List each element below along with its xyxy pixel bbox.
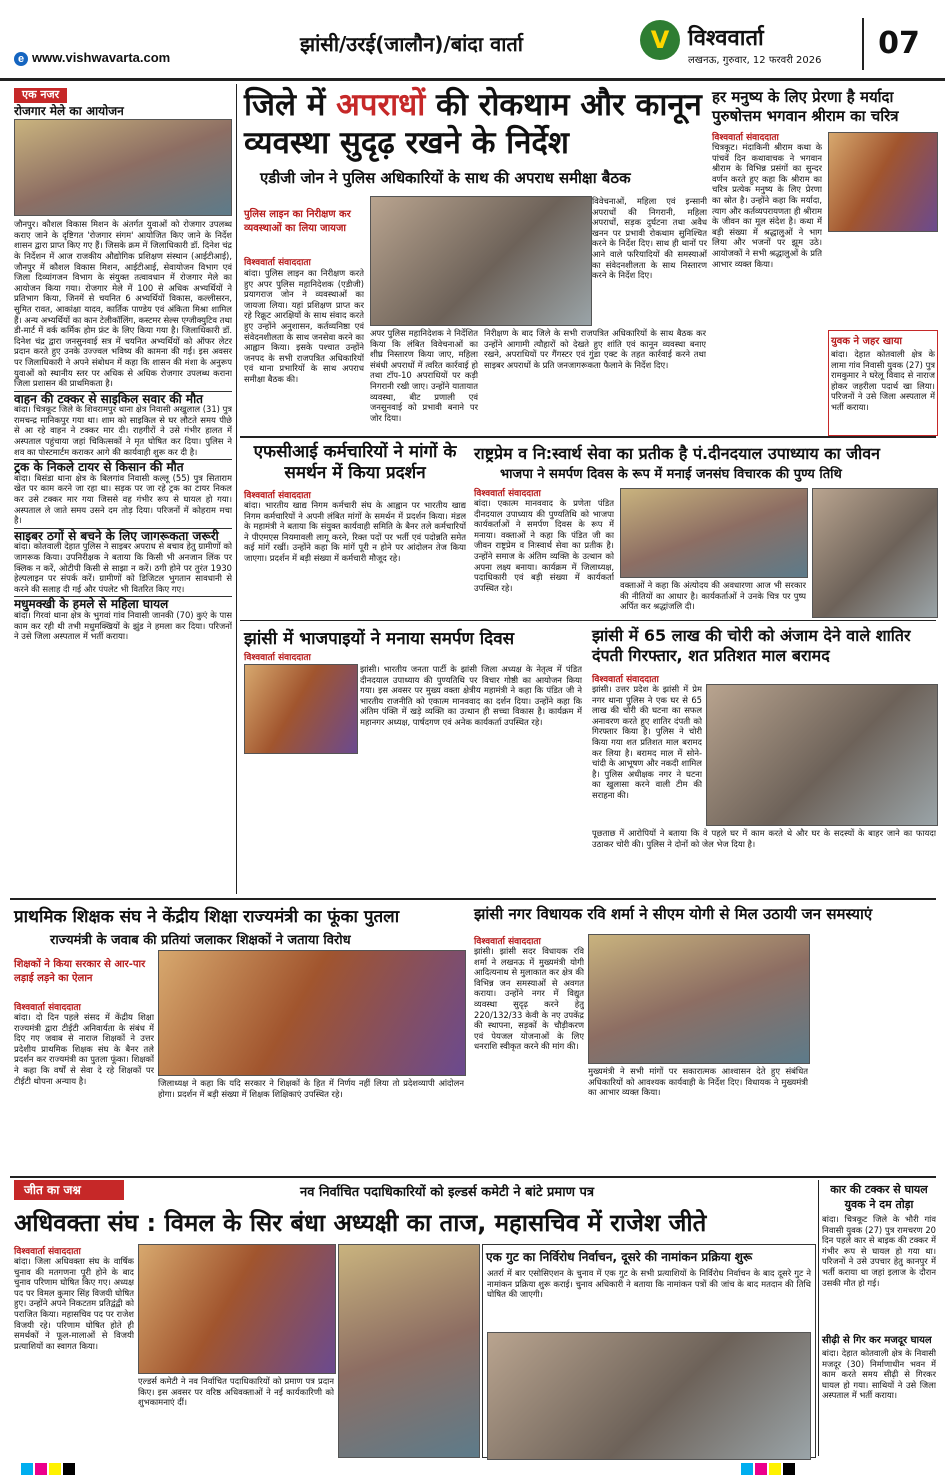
kathavachak-photo [828,132,938,232]
jhansi-bjp-byline: विश्ववार्ता संवाददाता [244,653,311,663]
fci-body: बांदा। भारतीय खाद्य निगम कर्मचारी संघ के आह्वान पर भारतीय खाद्य निगम कर्मचारियों ने अपनी लंबित मांगों के समर्थन में प्रदर्शन किया। मंडल के महामंत्री ने बताया कि संयुक्त कार्यवाही समिति के बैनर तले कर्मचारियों ने पीएमएस नियमावली लागू करने, रिक्त पदों पर भर्ती एवं पदोन्नति समेत कई मांगें रखीं। उन्होंने कहा कि मांगें पूरी न होने पर आंदोलन तेज किया जाएगा। प्रदर्शन में बड़ी संख्या में कर्मचारी मौजूद रहे। [244,500,466,563]
mla-headline: झांसी नगर विधायक रवि शर्मा ने सीएम योगी से मिल उठायी जन समस्याएं [474,905,873,923]
shriram-body: चित्रकूट। मंदाकिनी श्रीराम कथा के पांचवें दिन कथावाचक ने भगवान श्रीराम के विभिन्न प्रसंगों का सुन्दर वर्णन करते हुए कहा कि श्रीराम का चरित्र प्रत्येक मनुष्य के लिए प्रेरणा का स्रोत है। उन्होंने कहा कि मर्यादा, त्याग और कर्तव्यपरायणता ही श्रीराम के जीवन का मूल संदेश है। कथा में बड़ी संख्या में श्रद्धालुओं ने भाग लिया और भजनों पर झूम उठे। आयोजकों ने सभी श्रद्धालुओं के प्रति आभार व्यक्त किया। [712,142,822,269]
divider [10,898,936,900]
deen-photo [620,488,808,578]
mla-byline: विश्ववार्ता संवाददाता [474,937,541,947]
s3-body: बांदा। बिसंडा थाना क्षेत्र के बिलगांव निवासी कल्लू (55) पुत्र सिताराम खेत पर काम करने जा रहा था। सड़क पर जा रहे ट्रक का टायर निकल कर उसे टक्कर मार गया जिससे वह गंभीर रूप से घायल हो गया। अस्पताल ले जाते समय उसने दम तोड़ दिया। परिजनों में कोहराम मचा है। [14,472,232,526]
theft-body: झांसी। उत्तर प्रदेश के झांसी में प्रेम नगर थाना पुलिस ने एक घर से 65 लाख की चोरी की घटना का सफल अनावरण करते हुए शातिर दंपती को गिरफ्तार किया है। पुलिस ने चोरी किया गया शत प्रतिशत माल बरामद कर लिया है। बरामद माल में सोने-चांदी के आभूषण और नकदी शामिल है। पुलिस अधीक्षक नगर ने घटना का खुलासा करने वाली टीम की सराहना की। [592,684,702,800]
lead-col-a: बांदा। पुलिस लाइन का निरीक्षण करते हुए अपर पुलिस महानिदेशक (एडीजी) प्रयागराज जोन ने व्यवस्थाओं का जायजा लिया। यहां प्रशिक्षण प्राप्त कर रहे रिक्रूट आरक्षियों के साथ संवाद करते हुए उन्होंने अनुशासन, कर्तव्यनिष्ठा एवं संवेदनशीलता के साथ जनसेवा करने का आह्वान किया। इसके पश्चात उन्होंने जनपद के सभी राजपत्रित अधिकारियों एवं थाना प्रभारियों के साथ अपराध समीक्षा बैठक की। [244,268,364,384]
teacher-body: बांदा। दो दिन पहले संसद में केंद्रीय शिक्षा राज्यमंत्री द्वारा टीईटी अनिवार्यता के संबंध में दिए गए जवाब से नाराज शिक्षकों ने उत्तर प्रदेशीय प्राथमिक शिक्षक संघ के बैनर तले प्रदर्शन कर राज्यमंत्री का पुतला फूंका। शिक्षकों ने कहा कि वर्षों से सेवा दे रहे शिक्षकों पर टीईटी थोपना अन्याय है। [14,1012,154,1086]
advocate-body: बांदा। जिला अधिवक्ता संघ के वार्षिक चुनाव की मतगणना पूरी होने के बाद चुनाव परिणाम घोषित किए गए। अध्यक्ष पद पर विमल कुमार सिंह विजयी घोषित हुए। उन्होंने अपने निकटतम प्रतिद्वंद्वी को पराजित किया। महासचिव पद पर राजेश विजयी रहे। परिणाम घोषित होते ही समर्थकों ने फूल-मालाओं से विजयी प्रत्याशियों का स्वागत किया। [14,1256,134,1351]
advocate-photo-2 [338,1244,480,1458]
section-title: झांसी/उरई(जालौन)/बांदा वार्ता [300,32,523,56]
s3-head: ट्रक के निकले टायर से किसान की मौत [14,459,232,473]
theft-headline: झांसी में 65 लाख की चोरी को अंजाम देने वाले शातिर दंपती गिरफ्तार, शत प्रतिशत माल बरामद [592,626,911,665]
nirvirodh-box [482,1244,816,1458]
deen-body-2: वक्ताओं ने कहा कि अंत्योदय की अवधारणा आज भी सरकार की नीतियों का आधार है। कार्यकर्ताओं ने उनके चित्र पर पुष्प अर्पित कर श्रद्धांजलि दी। [620,580,806,612]
poison-head: युवक ने जहर खाया [831,336,903,347]
advocate-byline: विश्ववार्ता संवाददाता [14,1247,81,1257]
teacher-headline: प्राथमिक शिक्षक संघ ने केंद्रीय शिक्षा राज्यमंत्री का फूंका पुतला [14,907,400,927]
s1-head: रोजगार मेले का आयोजन [14,103,124,118]
dateline: लखनऊ, गुरुवार, 12 फरवरी 2026 [688,55,822,66]
divider [240,436,936,438]
s5-body: बांदा। गिरवां थाना क्षेत्र के भुगवां गांव निवासी जानकी (70) कुएं के पास काम कर रही थी तभी मधुमक्खियों के झुंड ने हमला कर दिया। परिजनों ने उसे जिला अस्पताल में भर्ती कराया। [14,609,232,642]
teacher-body-2: जिलाध्यक्ष ने कहा कि यदि सरकार ने शिक्षकों के हित में निर्णय नहीं लिया तो प्रदेशव्यापी आंदोलन होगा। प्रदर्शन में बड़ी संख्या में शिक्षक शिक्षिकाएं उपस्थित रहे। [158,1078,464,1099]
jhansi-bjp-headline: झांसी में भाजपाइयों ने मनाया समर्पण दिवस [244,629,515,649]
police-team-photo [706,684,938,826]
teacher-subhead: राज्यमंत्री के जवाब की प्रतियां जलाकर शिक्षकों ने जताया विरोध [50,933,351,948]
mla-body-2: मुख्यमंत्री ने सभी मांगों पर सकारात्मक आश्वासन देते हुए संबंधित अधिकारियों को आवश्यक कार्यवाही के निर्देश दिए। विधायक ने मुख्यमंत्री का आभार व्यक्त किया। [588,1066,808,1098]
fci-headline: एफसीआई कर्मचारियों ने मांगों के समर्थन में किया प्रदर्शन [253,442,457,483]
s2-body: बांदा। चित्रकूट जिले के शिवरामपुर थाना क्षेत्र निवासी अखुलाल (31) पुत्र रामचन्द्र मानिकपुर गया था। शाम को साइकिल से घर लौटते समय पीछे से आ रहे वाहन ने टक्कर मार दी। राहगीरों ने उसे गंभीर हालत में अस्पताल पहुंचाया जहां चिकित्सकों ने मृत घोषित कर दिया। पुलिस ने शव का पोस्टमार्टम कराकर आगे की कार्यवाही शुरू कर दी है। [14,404,232,457]
teacher-callout: शिक्षकों ने किया सरकार से आर-पार लड़ाई लड़ने का ऐलान [14,959,146,984]
lead-byline: विश्ववार्ता संवाददाता [244,258,311,268]
divider [240,620,936,621]
lead-callout: पुलिस लाइन का निरीक्षण कर व्यवस्थाओं का लिया जायजा [244,209,351,234]
jhansi-bjp-body: झांसी। भारतीय जनता पार्टी के झांसी जिला अध्यक्ष के नेतृत्व में पंडित दीनदयाल उपाध्याय की पुण्यतिथि पर विचार गोष्ठी का आयोजन किया गया। इस अवसर पर मुख्य वक्ता क्षेत्रीय महामंत्री ने कहा कि पंडित जी ने भारतीय राजनीति को एकात्म मानववाद का दर्शन दिया। उन्होंने कहा कि अंतिम पंक्ति में खड़े व्यक्ति का उत्थान ही सच्चा विकास है। कार्यक्रम में महानगर अध्यक्ष, पार्षदगण एवं अनेक कार्यकर्ता उपस्थित रहे। [360,664,582,727]
shriram-byline: विश्ववार्ता संवाददाता [712,133,779,143]
effigy-photo [158,950,466,1076]
deen-photo-2 [812,488,938,618]
browser-icon: e [14,52,28,66]
brand-logo-icon: V [640,20,680,60]
s2-head: वाहन की टक्कर से साइकिल सवार की मौत [14,391,232,405]
advocate-body-2: एल्डर्स कमेटी ने नव निर्वाचित पदाधिकारियों को प्रमाण पत्र प्रदान किए। इस अवसर पर वरिष्ठ अधिवक्ताओं ने नई कार्यकारिणी को शुभकामनाएं दीं। [138,1376,334,1408]
divider [818,1180,819,1456]
teacher-byline: विश्ववार्ता संवाददाता [14,1003,81,1013]
shriram-headline: हर मनुष्य के लिए प्रेरणा है मर्यादा पुरुषोत्तम भगवान श्रीराम का चरित्र [712,88,899,125]
samarpan-photo [244,664,358,754]
deen-headline: राष्ट्रप्रेम व नि:स्वार्थ सेवा का प्रतीक है पं.दीनदयाल उपाध्याय का जीवन [474,444,881,463]
advocate-photo-1 [138,1244,336,1374]
ek-nazar-kicker: एक नजर [14,88,67,103]
deen-subhead: भाजपा ने समर्पण दिवस के रूप में मनाई जनसंघ विचारक की पुण्य तिथि [500,467,842,482]
poison-box [828,330,938,436]
left-column [14,88,232,888]
jeet-tag: जीत का जश्न [14,1180,124,1200]
mla-body: झांसी। झांसी सदर विधायक रवि शर्मा ने लखनऊ में मुख्यमंत्री योगी आदित्यनाथ से मुलाकात कर क्षेत्र की विभिन्न जन समस्याओं से अवगत कराया। उन्होंने नगर में विद्युत व्यवस्था सुदृढ़ करने हेतु 220/132/33 केवी के नए उपकेंद्र की स्थापना, सड़कों के चौड़ीकरण एवं पेयजल योजनाओं के लिए धनराशि स्वीकृत करने की मांग की। [474,946,584,1052]
jobfair-photo [14,119,232,216]
ladder-body: बांदा। देहात कोतवाली क्षेत्र के निवासी मजदूर (30) निर्माणाधीन भवन में काम करते समय सीढ़ी से गिरकर घायल हो गया। साथियों ने उसे जिला अस्पताल में भर्ती कराया। [822,1348,936,1401]
divider [10,1176,936,1178]
deen-body: बांदा। एकात्म मानववाद के प्रणेता पंडित दीनदयाल उपाध्याय की पुण्यतिथि को भाजपा कार्यकर्ताओं ने समर्पण दिवस के रूप में मनाया। वक्ताओं ने कहा कि पंडित जी का जीवन राष्ट्रप्रेम व निःस्वार्थ सेवा का प्रतीक है। उन्होंने समाज के अंतिम व्यक्ति के उत्थान को अपना लक्ष्य बनाया। कार्यक्रम में जिलाध्यक्ष, पदाधिकारी एवं बड़ी संख्या में कार्यकर्ता उपस्थित रहे। [474,498,614,593]
ladder-headline: सीढ़ी से गिर कर मजदूर घायल [822,1335,932,1346]
divider [236,84,237,894]
theft-body-2: पूछताछ में आरोपियों ने बताया कि वे पहले घर में काम करते थे और घर के सदस्यों के बाहर जाने का फायदा उठाकर चोरी की। पुलिस ने दोनों को जेल भेज दिया है। [592,828,936,849]
advocate-headline: अधिवक्ता संघ : विमल के सिर बंधा अध्यक्षी का ताज, महासचिव में राजेश जीते [14,1209,707,1237]
color-registration-marks [740,1460,796,1479]
nirvirodh-head: एक गुट का निर्विरोध निर्वाचन, दूसरे की नामांकन प्रक्रिया शुरू [486,1250,753,1264]
deen-byline: विश्ववार्ता संवाददाता [474,489,541,499]
s4-body: बांदा। कोतवाली देहात पुलिस ने साइबर अपराध से बचाव हेतु ग्रामीणों को जागरूक किया। उपनिरीक्षक ने बताया कि किसी भी अनजान लिंक पर क्लिक न करें, ओटीपी किसी से साझा न करें। ठगी होने पर तुरंत 1930 हेल्पलाइन पर संपर्क करें। ग्रामीणों को डिजिटल भुगतान सावधानी से करने की सलाह दी गई और पंपलेट भी वितरित किए गए। [14,541,232,594]
theft-byline: विश्ववार्ता संवाददाता [592,675,659,685]
s4-head: साइबर ठगों से बचने के लिए जागरूकता जरूरी [14,528,232,542]
lead-col-c: निरीक्षण के बाद जिले के सभी राजपत्रित अधिकारियों के साथ बैठक कर उन्होंने आगामी त्यौहारों को देखते हुए शांति एवं कानून व्यवस्था बनाए रखने, अपराधियों पर गैंगस्टर एवं गुंडा एक्ट के तहत कार्रवाई करने तथा साइबर अपराधों के प्रति जनजागरूकता फैलाने के निर्देश दिए। [484,328,706,370]
s5-head: मधुमक्खी के हमले से महिला घायल [14,596,232,610]
cm-meeting-photo [588,934,810,1064]
nirvirodh-body: अतर्रा में बार एसोसिएशन के चुनाव में एक गुट के सभी प्रत्याशियों के निर्विरोध निर्वाचन के बाद दूसरे गुट ने नामांकन प्रक्रिया शुरू कराई। चुनाव अधिकारी ने बताया कि नामांकन पत्रों की जांच के बाद मतदान की तिथि घोषित की जाएगी। [487,1268,811,1300]
car-death-headline: कार की टक्कर से घायल युवक ने दम तोड़ा [830,1183,928,1211]
brand-name: विश्ववार्ता [688,26,764,51]
bar-election-photo [487,1332,811,1460]
lead-col-d: विवेचनाओं, महिला एवं इन्सानी अपराधों की निगरानी, महिला अपराधों, सड़क दुर्घटना तथा अवैध खनन पर प्रभावी रोकथाम सुनिश्चित करने के निर्देश दिए। साथ ही थानों पर आने वाले फरियादियों की समस्याओं का संवेदनशीलता के साथ निस्तारण करने के निर्देश दिए। [592,196,707,281]
elders-strap: नव निर्वाचित पदाधिकारियों को इल्डर्स कमेटी ने बांटे प्रमाण पत्र [300,1185,595,1200]
fci-byline: विश्ववार्ता संवाददाता [244,491,311,501]
s1-body: जौनपुर। कौशल विकास मिशन के अंतर्गत युवाओं को रोजगार उपलब्ध कराए जाने के दृष्टिगत 'रोजगार संगम' आयोजित किए जाने के निर्देश शासन द्वारा प्राप्त किए गए हैं। जिसके क्रम में जिलाधिकारी डॉ. दिनेश चंद्र के निर्देशन में आज राजकीय औद्योगिक प्रशिक्षण संस्थान (आईटीआई), जौनपुर में कौशल विकास मिशन, आईटीआई, सेवायोजन विभाग एवं जिला दिव्यांगजन विभाग के संयुक्त तत्वावधान में रोजगार मेले का आयोजन किया गया। रोजगार मेले में 100 से अधिक अभ्यर्थियों ने प्रतिभाग किया, जिनमें से चयनित 6 अभ्यर्थियों विकास, कल्लीसरन, सुमित रावत, आकांक्षा यादव, कार्तिक पाण्डेय एवं अंकिता मिश्रा शामिल हैं। अन्य अभ्यर्थियों का कान टेलीकॉलिंग, कस्टमर सेल्स एग्जीक्युटिव तथा डी-मार्ट में वर्क कर्मिक होम फ्रंट के लिए किया गया है। जिलाधिकारी डॉ. दिनेश चंद्र द्वारा जनसुनवाई सत्र में चयनित अभ्यर्थियों को ऑफर लेटर प्रदान करते हुए उनके उज्ज्वल भविष्य की कामना की गई। इस अवसर पर जिलाधिकारी ने अपने संबोधन में कहा कि शासन की मंशा के अनुरूप युवाओं को स्थानीय स्तर पर अधिक से अधिक रोजगार उपलब्ध कराना जिला प्रशासन की प्राथमिकता है। [14,219,232,389]
car-death-body: बांदा। चित्रकूट जिले के भौरी गांव निवासी युवक (27) पुत्र रामचरण 20 दिन पहले कार से बाइक की टक्कर में गंभीर रूप से घायल हो गया था। परिजनों ने उसे उपचार हेतु कानपुर में भर्ती कराया था जहां इलाज के दौरान उसकी मौत हो गई। [822,1214,936,1288]
color-registration-marks [20,1460,76,1479]
poison-body: बांदा। देहात कोतवाली क्षेत्र के लामा गांव निवासी युवक (27) पुत्र रामकुमार ने घरेलू विवाद से नाराज होकर जहरीला पदार्थ खा लिया। परिजनों ने उसे जिला अस्पताल में भर्ती कराया। [831,349,935,412]
meeting-photo [370,196,592,326]
lead-subhead: एडीजी जोन ने पुलिस अधिकारियों के साथ की अपराध समीक्षा बैठक [260,169,631,187]
lead-headline: जिले में अपराधों की रोकथाम और कानून व्यवस्था सुदृढ़ रखने के निर्देश [244,87,702,161]
page-number: 07 [862,18,934,70]
site-url[interactable]: e www.vishwavarta.com [14,50,170,66]
lead-col-b: अपर पुलिस महानिदेशक ने निर्देशित किया कि लंबित विवेचनाओं का शीघ्र निस्तारण किया जाए, महिला संबंधी अपराधों में त्वरित कार्रवाई हो तथा टॉप-10 अपराधियों पर कड़ी निगरानी रखी जाए। उन्होंने यातायात व्यवस्था, बीट प्रणाली एवं जनसुनवाई को प्रभावी बनाने पर जोर दिया। [370,328,478,423]
